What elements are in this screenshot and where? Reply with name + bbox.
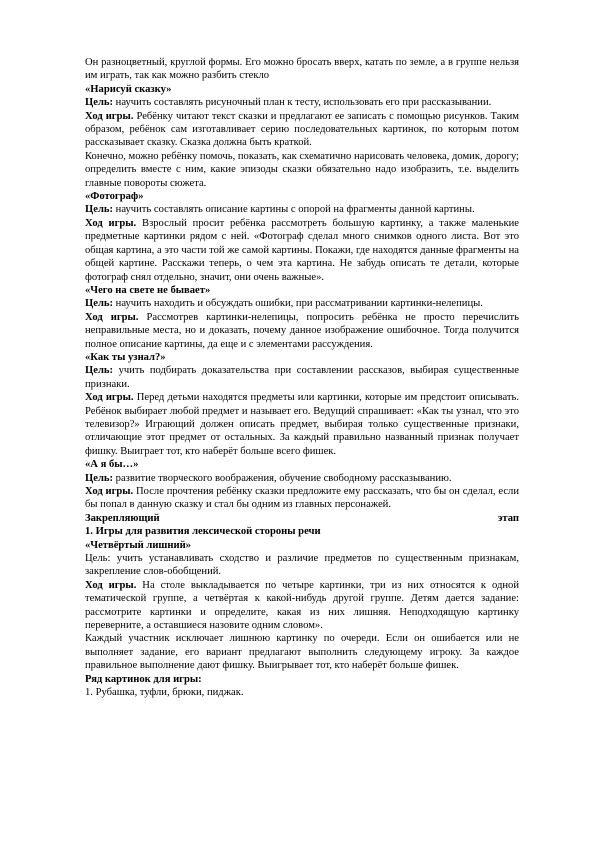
- game-title-never-happens: «Чего на свете не бывает»: [85, 284, 211, 296]
- paragraph: Каждый участник исключает лишнюю картинку по очереди. Если он ошибается или не выполняет задание, его вариант предлагают выполнить следующему игроку. За каждое правильное выполнение дают фишку. Выигрывает тот, кто наберёт больше фишек.: [85, 633, 519, 672]
- goal-paragraph: Цель: научить находить и обсуждать ошибки, при рассматривании картинки-нелепицы.: [85, 298, 483, 310]
- picture-list-heading: Ряд картинок для игры:: [85, 673, 202, 685]
- goal-paragraph: Цель: научить составлять рисуночный план к тесту, использовать его при рассказывании.: [85, 97, 492, 109]
- game-procedure-paragraph: Ход игры. Ребёнку читают текст сказки и предлагают ее записать с помощью рисунков. Таким образом, ребёнок сам изготавливает серию последовательных картинок, по которым потом рассказывает сказку. Сказка должна быть краткой.: [85, 110, 519, 149]
- game-title-and-i-would: «А я бы…»: [85, 459, 139, 471]
- game-procedure-paragraph: Ход игры. Перед детьми находятся предметы или картинки, которые им предстоит описывать. Ребёнок выбирает любой предмет и называет его. Ведущий спрашивает: «Как ты узнал, что это телевизор?» Играющий должен описать предмет, выбирая только существенные признаки, отличающие этот предмет от остальных. За каждый правильно названный признак получает фишку. Выиграет тот, кто наберёт больше всего фишек.: [85, 392, 519, 457]
- paragraph: Конечно, можно ребёнку помочь, показать, как схематично нарисовать человека, домик, дорогу; определить вместе с ним, какие эпизоды сказки обязательно надо изобразить, т.е. выделить главные повороты сюжета.: [85, 150, 519, 189]
- stage-heading: Закрепляющий этап: [85, 512, 519, 524]
- document-body: [85, 56, 519, 700]
- game-procedure-paragraph: Ход игры. На столе выкладывается по четыре картинки, три из них относятся к одной тематической группе, а четвёртая к какой-нибудь другой группе. Детям дается задание: рассмотрите картинки и определите, какая из них лишняя. Неподходящую картинку переверните, а оставшиеся назовите одним словом».: [85, 579, 519, 632]
- game-procedure-paragraph: Ход игры. Рассмотрев картинки-нелепицы, попросить ребёнка не просто перечислить неправильные места, но и доказать, почему данное изображение ошибочное. Тогда получится полное описание картины, да еще и с элементами рассуждения.: [85, 311, 519, 350]
- goal-paragraph: Цель: учить подбирать доказательства при составлении рассказов, выбирая существенные признаки.: [85, 365, 519, 390]
- goal-paragraph: Цель: развитие творческого воображения, обучение свободному рассказыванию.: [85, 472, 452, 484]
- game-title-photographer: «Фотограф»: [85, 191, 144, 203]
- game-title-draw-tale: «Нарисуй сказку»: [85, 83, 172, 95]
- goal-paragraph: Цель: научить составлять описание картины с опорой на фрагменты данной картины.: [85, 204, 475, 216]
- paragraph: Он разноцветный, круглой формы. Его можно бросать вверх, катать по земле, а в группе нельзя им играть, так как можно разбить стекло: [85, 57, 519, 82]
- game-title-how-did-you-know: «Как ты узнал?»: [85, 351, 166, 363]
- game-title-fourth-odd: «Четвёртый лишний»: [85, 539, 191, 551]
- game-procedure-paragraph: Ход игры. Взрослый просит ребёнка рассмотреть большую картинку, а также маленькие предметные картинки рядом с ней. «Фотограф сделал много снимков одного листа. Вот это общая картина, а это части той же самой картины. Покажи, где находятся данные фрагменты на общей картине. Расскажи теперь, о чем эта картина. Не забудь описать те детали, которые фотограф снял отдельно, значит, они очень важные».: [85, 217, 519, 283]
- section-heading-lexical-games: 1. Игры для развития лексической стороны речи: [85, 526, 321, 538]
- picture-list-item: 1. Рубашка, туфли, брюки, пиджак.: [85, 687, 244, 699]
- game-procedure-paragraph: Ход игры. После прочтения ребёнку сказки предложите ему рассказать, что бы он сделал, если бы попал в данную сказку и стал бы одним из главных персонажей.: [85, 486, 519, 511]
- goal-paragraph: Цель: учить устанавливать сходство и различие предметов по существенным признакам, закрепление слов-обобщений.: [85, 553, 519, 578]
